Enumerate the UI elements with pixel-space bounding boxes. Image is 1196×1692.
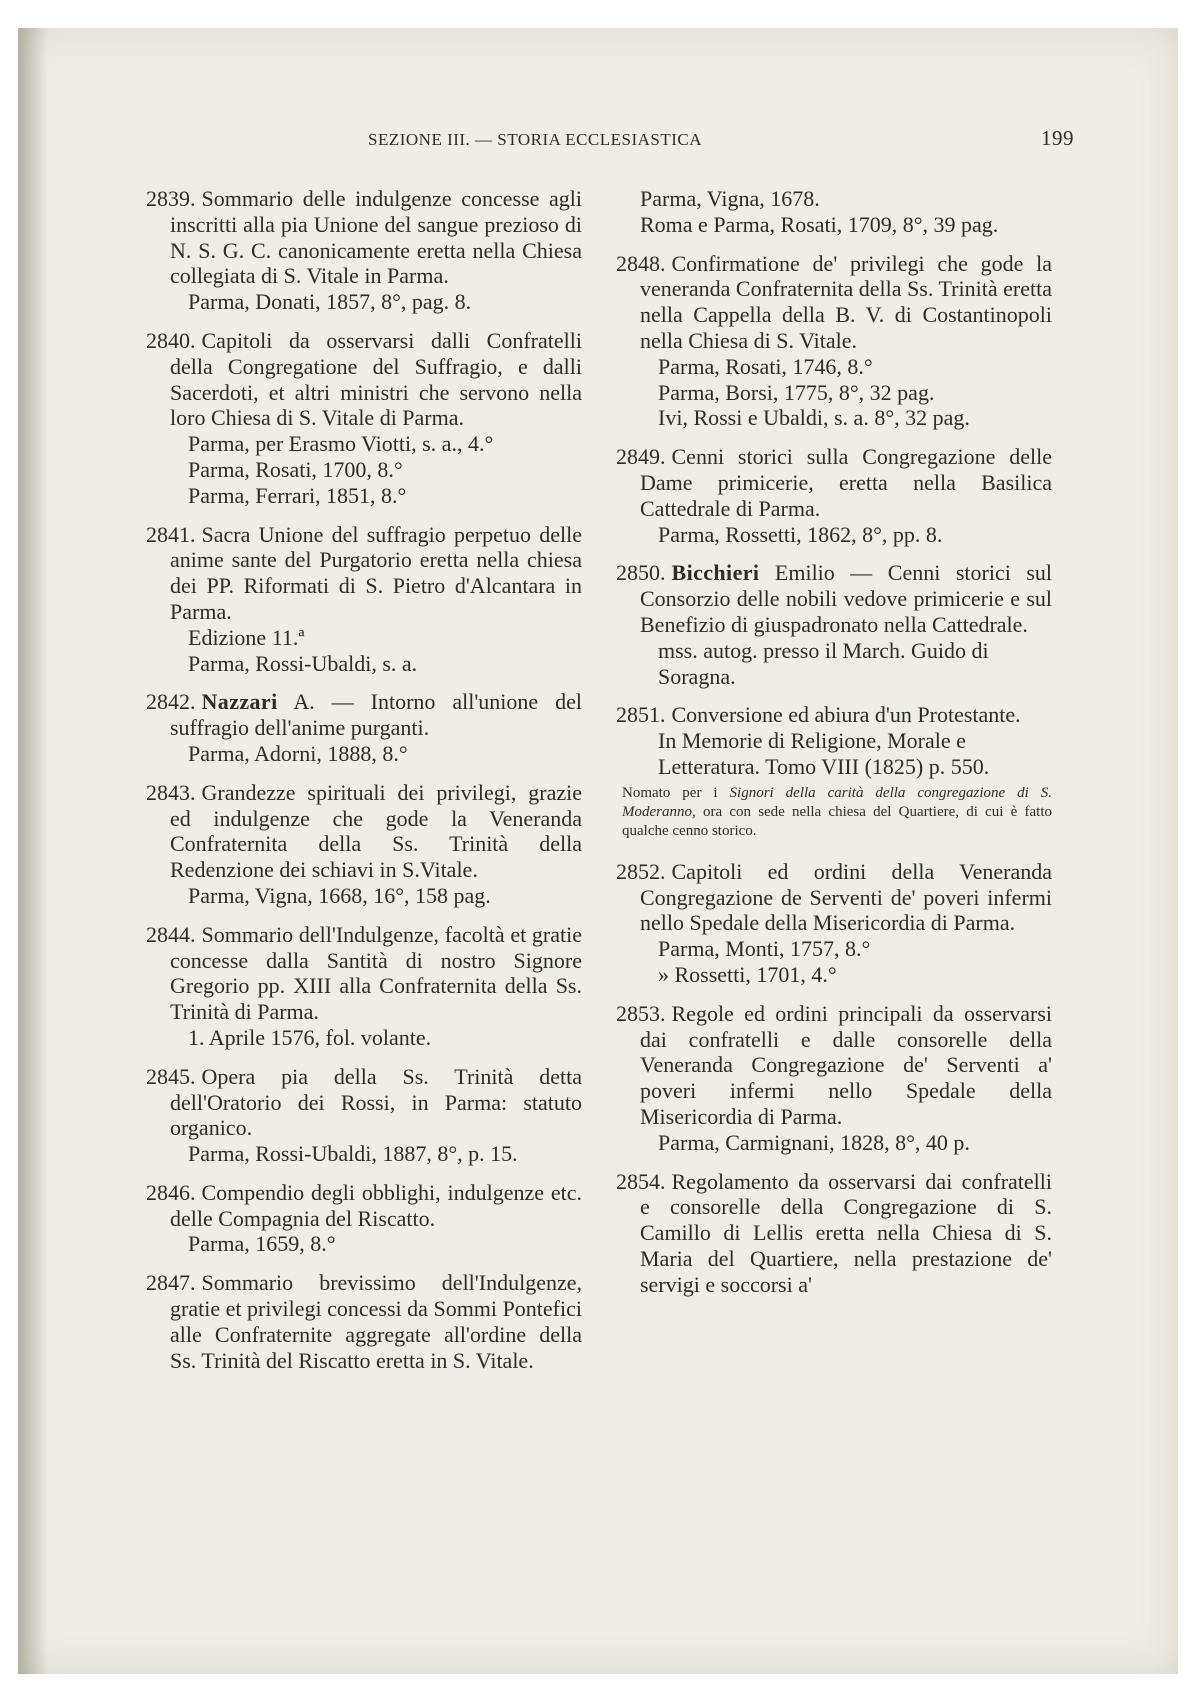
entry-imprint: Parma, Vigna, 1668, 16°, 158 pag.	[188, 882, 491, 908]
entry-imprint: Parma, Monti, 1757, 8.°	[658, 936, 871, 962]
entry-imprint: Ivi, Rossi e Ubaldi, s. a. 8°, 32 pag.	[658, 405, 970, 431]
entry-2847-continued	[616, 186, 1052, 238]
entry-2852	[616, 859, 1052, 988]
entry-2849	[616, 444, 1052, 547]
entry-2842	[146, 689, 582, 766]
entry-imprint: Parma, Carmignani, 1828, 8°, 40 p.	[658, 1129, 970, 1155]
page-header	[140, 126, 1080, 156]
entry-title: Sommario delle indulgenze concesse agli inscritti alla pia Unione del sangue prezioso di N. S. G. C. canonicamente eretta nella Chiesa collegiata di S. Vitale in Parma.	[170, 186, 582, 289]
entry-title: Regole ed ordini principali da osservarsi dai confratelli e dalle consorelle della Veneranda Congregazione de' Serventi a' poveri infermi nello Spedale della Misericordia di Parma.	[640, 1000, 1052, 1129]
entry-imprint: Parma, Borsi, 1775, 8°, 32 pag.	[658, 379, 935, 405]
entry-edition: Edizione 11.ª	[188, 624, 305, 650]
entry-title: Emilio — Cenni storici sul Consorzio delle nobili vedove primicerie e sul Benefizio di giuspadronato nella Cattedrale.	[640, 560, 1052, 637]
entry-number: 2842.	[146, 689, 196, 715]
entry-title: Compendio degli obblighi, indulgenze etc. delle Compagnia del Riscatto.	[170, 1179, 582, 1231]
entry-imprint: Parma, Rosati, 1746, 8.°	[658, 353, 873, 379]
entry-imprint: » Rossetti, 1701, 4.°	[658, 961, 837, 987]
note-rest: ora con sede nella chiesa del Quartiere, di cui è fatto qualche cenno storico.	[622, 803, 1052, 839]
entry-title: A. — Intorno all'unione del suffragio dell'anime purganti.	[170, 689, 582, 741]
entry-2847	[146, 1270, 582, 1373]
entry-imprint: Parma, Vigna, 1678.	[640, 186, 820, 211]
entry-2848	[616, 251, 1052, 432]
entry-imprint: Parma, Rossetti, 1862, 8°, pp. 8.	[658, 521, 943, 547]
entry-imprint: Parma, Rosati, 1700, 8.°	[188, 456, 403, 482]
entry-number: 2854.	[616, 1168, 666, 1194]
entry-imprint: In Memorie di Religione, Morale e Letteratura. Tomo VIII (1825) p. 550.	[658, 728, 990, 779]
entry-number: 2839.	[146, 186, 196, 211]
entry-author: Bicchieri	[671, 560, 760, 586]
entry-2850	[616, 560, 1052, 689]
entry-2846	[146, 1180, 582, 1257]
entry-title: Capitoli da osservarsi dalli Confratelli della Congregatione del Suffragio, e dalli Sacerdoti, et altri ministri che servono nella loro Chiesa di S. Vitale di Parma.	[170, 327, 582, 431]
entry-author: Nazzari	[201, 689, 278, 715]
entry-imprint: Parma, 1659, 8.°	[188, 1231, 336, 1257]
entry-title: Sacra Unione del suffragio perpetuo delle anime sante del Purgatorio eretta nella chiesa dei PP. Riformati di S. Pietro d'Alcantara in Parma.	[170, 521, 582, 624]
note-prefix: Nomato per i	[622, 784, 730, 801]
entry-number: 2848.	[616, 250, 666, 276]
entry-imprint: Roma e Parma, Rosati, 1709, 8°, 39 pag.	[640, 211, 999, 237]
entry-2839	[146, 186, 582, 315]
entry-imprint: Parma, Rossi-Ubaldi, 1887, 8°, p. 15.	[188, 1141, 518, 1167]
entry-2853	[616, 1001, 1052, 1156]
running-title: SEZIONE III. — STORIA ECCLESIASTICA	[368, 130, 703, 149]
entry-title: Conversione ed abiura d'un Protestante.	[671, 702, 1021, 728]
entry-title: Regolamento da osservarsi dai confratelli e consorelle della Congregazione di S. Camillo di Lellis eretta nella Chiesa di S. Maria del Quartiere, nella prestazione de' servigi e soccorsi a'	[640, 1168, 1052, 1297]
right-column	[616, 186, 1052, 1310]
entry-2851	[616, 702, 1052, 779]
note-italic: Signori della carità della congregazione di S. Moderanno,	[622, 784, 1052, 820]
entry-imprint: 1. Aprile 1576, fol. volante.	[188, 1024, 432, 1050]
entry-number: 2850.	[616, 560, 666, 586]
page-number: 199	[1041, 126, 1074, 150]
entry-imprint: mss. autog. presso il March. Guido di Soragna.	[658, 637, 989, 689]
entry-number: 2844.	[146, 921, 196, 947]
entry-title: Sommario brevissimo dell'Indulgenze, gratie et privilegi concessi da Sommi Pontefici alle Confraternite aggregate all'ordine della Ss. Trinità del Riscatto eretta in S. Vitale.	[170, 1270, 582, 1373]
entry-number: 2841.	[146, 521, 196, 547]
entry-imprint: Parma, Ferrari, 1851, 8.°	[188, 482, 407, 508]
entry-2845	[146, 1064, 582, 1167]
entry-title: Grandezze spirituali dei privilegi, grazie ed indulgenze che gode la Veneranda Confraternita della Ss. Trinità della Redenzione dei schiavi in S.Vitale.	[170, 779, 582, 883]
entry-number: 2847.	[146, 1270, 196, 1296]
entry-2851-note	[616, 784, 1052, 841]
entry-number: 2849.	[616, 444, 666, 470]
entry-2844	[146, 922, 582, 1051]
entry-2854	[616, 1169, 1052, 1298]
page-gutter-shadow	[18, 28, 48, 1674]
entry-2840	[146, 328, 582, 509]
entry-title: Cenni storici sulla Congregazione delle Dame primicerie, eretta nella Basilica Cattedrale di Parma.	[640, 444, 1052, 521]
entry-2843	[146, 780, 582, 909]
entry-imprint: Parma, Adorni, 1888, 8.°	[188, 740, 408, 766]
left-column	[146, 186, 582, 1386]
entry-title: Sommario dell'Indulgenze, facoltà et gratie concesse dalla Santità di nostro Signore Gregorio pp. XIII alla Confraternita della Ss. Trinità di Parma.	[170, 921, 582, 1025]
entry-imprint: Parma, per Erasmo Viotti, s. a., 4.°	[188, 431, 494, 457]
entry-number: 2853.	[616, 1000, 666, 1026]
entry-number: 2846.	[146, 1179, 196, 1205]
entry-number: 2840.	[146, 327, 196, 353]
entry-imprint: Parma, Rossi-Ubaldi, s. a.	[188, 650, 418, 676]
entry-title: Capitoli ed ordini della Veneranda Congregazione de Serventi de' poveri infermi nello Spedale della Misericordia di Parma.	[640, 858, 1052, 936]
entry-number: 2845.	[146, 1063, 196, 1089]
entry-title: Confirmatione de' privilegi che gode la veneranda Confraternita della Ss. Trinità eretta nella Cappella della B. V. di Costantinopoli nella Chiesa di S. Vitale.	[640, 250, 1052, 353]
entry-number: 2851.	[616, 702, 666, 728]
entry-number: 2843.	[146, 779, 196, 805]
entry-imprint: Parma, Donati, 1857, 8°, pag. 8.	[188, 289, 472, 315]
entry-title: Opera pia della Ss. Trinità detta dell'Oratorio dei Rossi, in Parma: statuto organico.	[170, 1063, 582, 1141]
entry-2841	[146, 522, 582, 677]
entry-number: 2852.	[616, 858, 666, 884]
